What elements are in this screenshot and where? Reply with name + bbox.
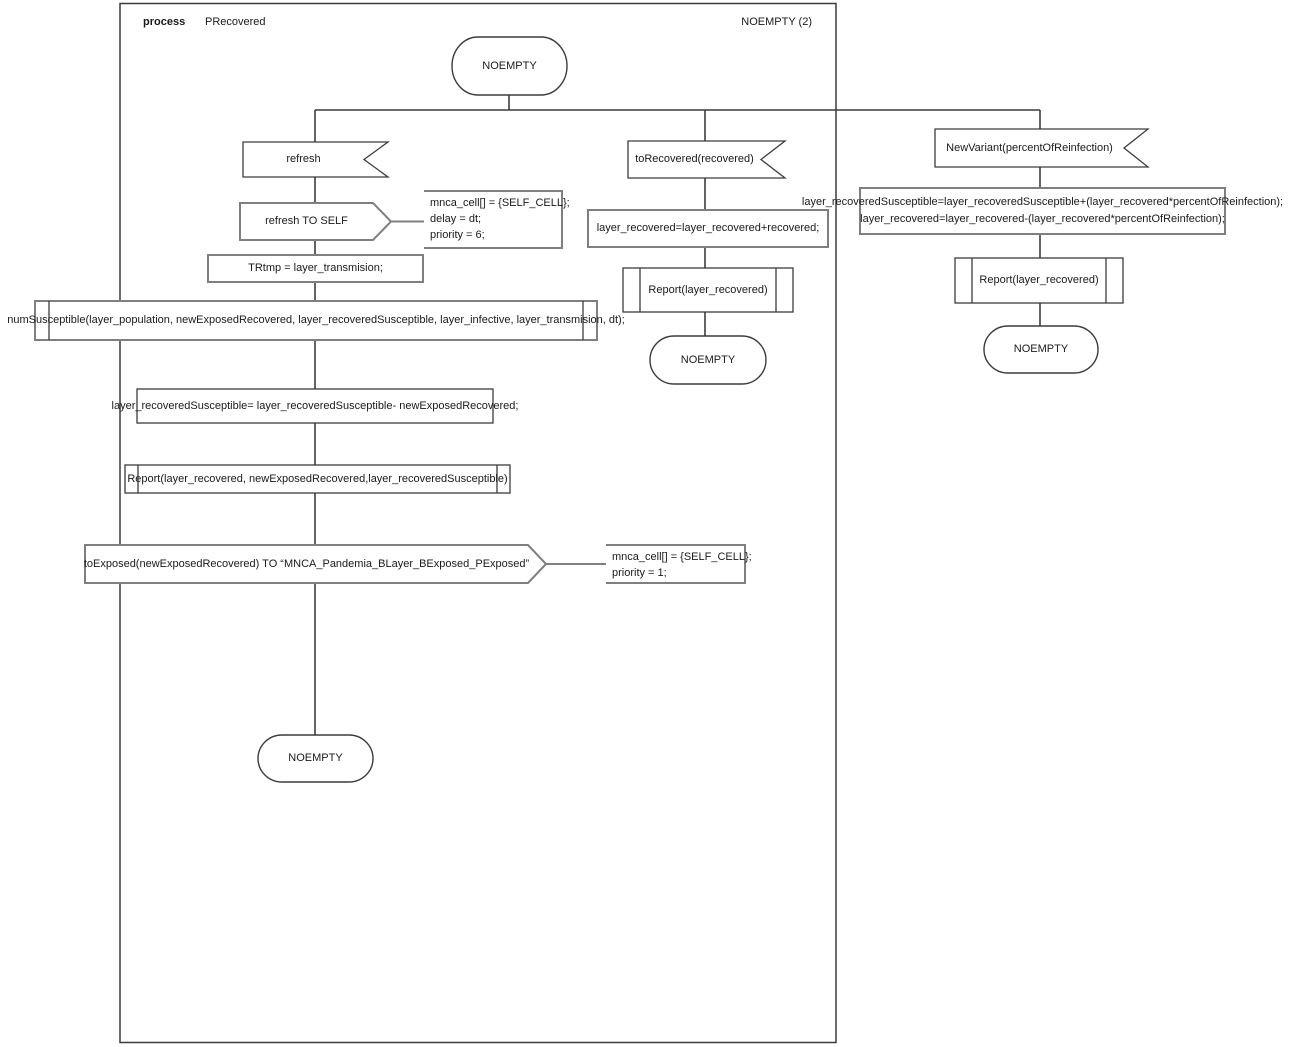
comment-line: mnca_cell[] = {SELF_CELL}; xyxy=(430,197,570,209)
input-newvariant-label: NewVariant(percentOfReinfection) xyxy=(946,141,1113,154)
task-recovered-susceptible-label: layer_recoveredSusceptible= layer_recoveredSusceptible- newExposedRecovered; xyxy=(111,399,519,412)
comment-line: mnca_cell[] = {SELF_CELL}; xyxy=(612,551,752,563)
input-refresh-label: refresh xyxy=(286,153,321,165)
output-toexposed-label: toExposed(newExposedRecovered) TO “MNCA_Pandemia_BLayer_BExposed_PExposed” xyxy=(83,557,530,570)
input-torecovered-label: toRecovered(recovered) xyxy=(635,153,754,165)
task-newvariant-line1: layer_recoveredSusceptible=layer_recoveredSusceptible+(layer_recovered*percentOfReinfection); xyxy=(801,196,1284,208)
procedure-report-refresh-label: Report(layer_recovered, newExposedRecovered,layer_recoveredSusceptible) xyxy=(127,472,508,485)
task-newvariant-label xyxy=(801,188,1284,234)
procedure-report-torecovered-label: Report(layer_recovered) xyxy=(648,283,768,296)
comment-refreshself-text xyxy=(430,195,570,243)
output-refresh-self-label: refresh TO SELF xyxy=(265,215,348,227)
task-layer-recovered-label: layer_recovered=layer_recovered+recovered; xyxy=(596,222,820,234)
task-trtmp-label: TRtmp = layer_transmision; xyxy=(248,262,383,274)
procedure-report-newvariant-label: Report(layer_recovered) xyxy=(979,274,1099,286)
process-kind-label: process xyxy=(143,16,186,28)
state-end-refresh-label: NOEMPTY xyxy=(288,752,343,764)
task-newvariant-line2: layer_recovered=layer_recovered-(layer_recovered*percentOfReinfection); xyxy=(860,213,1225,225)
procedure-numsusceptible-label: numSusceptible(layer_population, newExposedRecovered, layer_recoveredSusceptible, layer_infective, layer_transmision, dt); xyxy=(7,314,625,326)
comment-line: delay = dt; xyxy=(430,213,482,225)
state-end-torecovered-label: NOEMPTY xyxy=(680,353,736,366)
comment-line: priority = 1; xyxy=(612,567,667,579)
process-name-label: PRecovered xyxy=(205,16,266,28)
comment-toexposed-text xyxy=(612,549,752,581)
state-end-newvariant-label: NOEMPTY xyxy=(1013,343,1069,355)
page-label: NOEMPTY (2) xyxy=(741,16,812,28)
comment-line: priority = 6; xyxy=(430,229,485,241)
state-start-label: NOEMPTY xyxy=(482,59,537,72)
